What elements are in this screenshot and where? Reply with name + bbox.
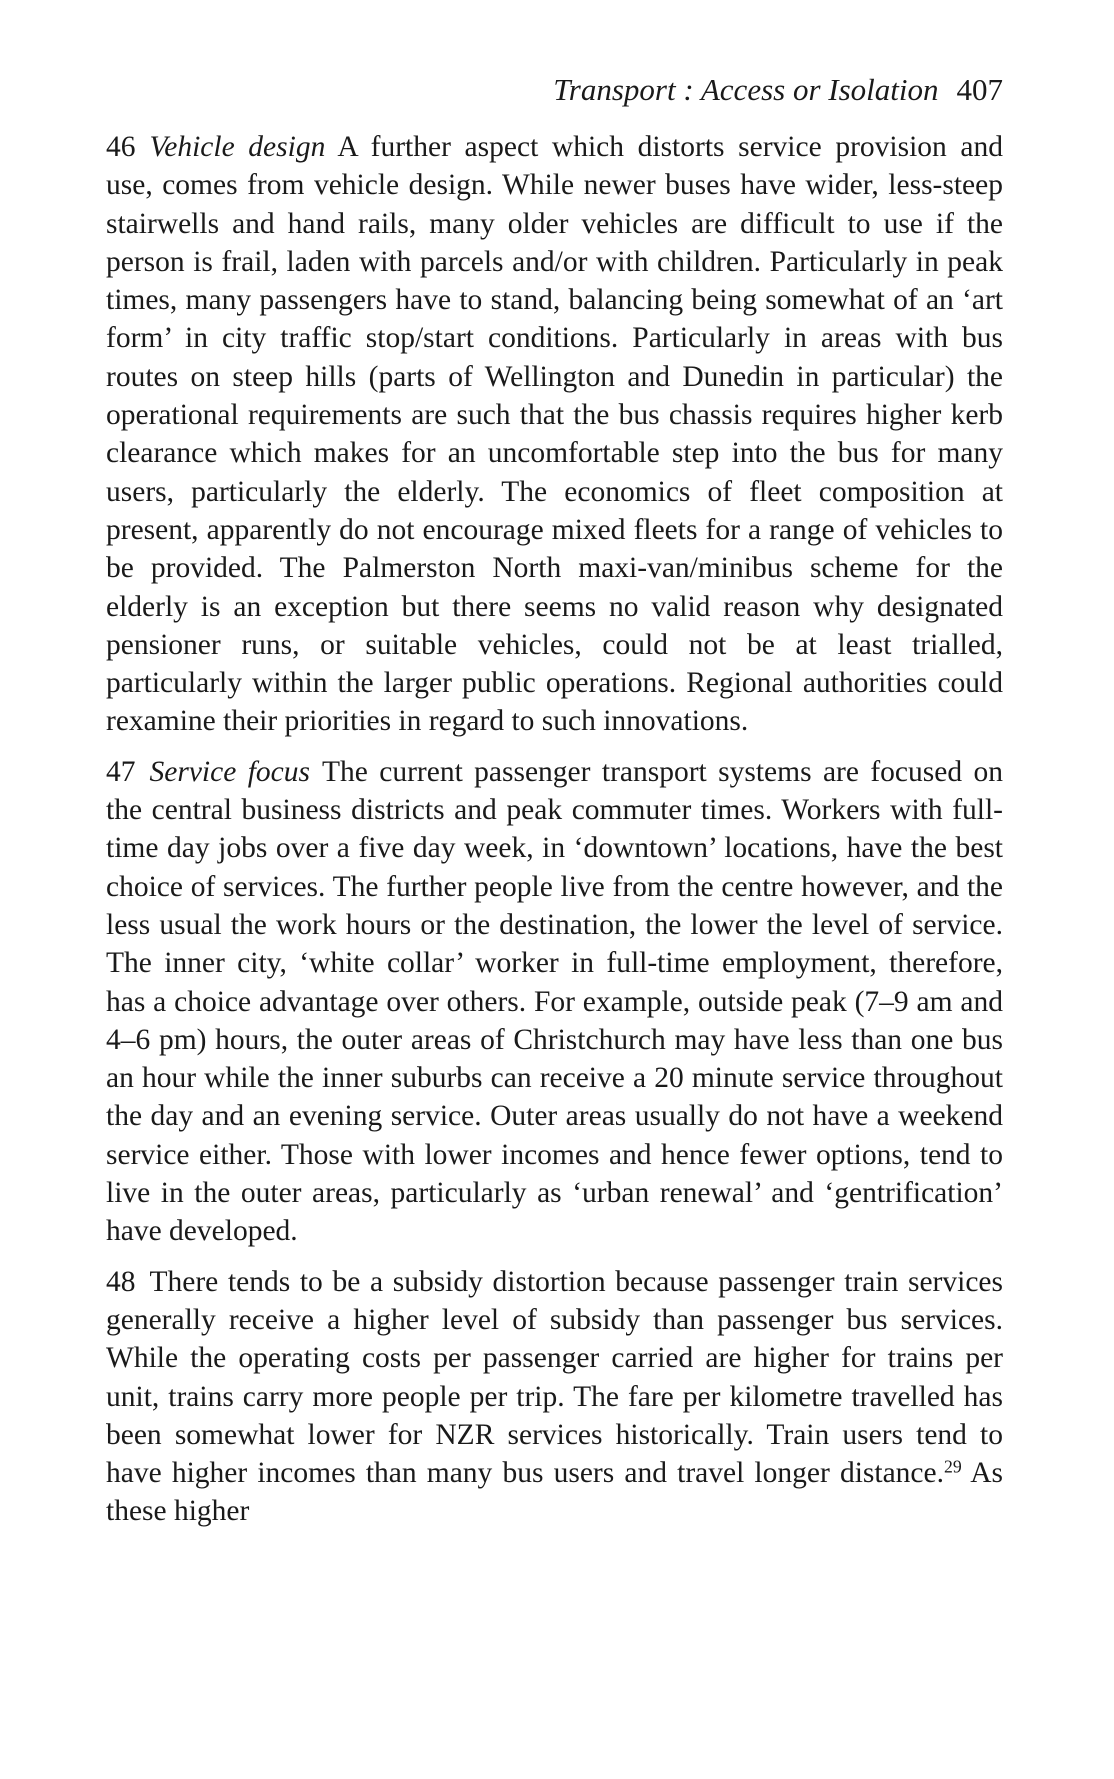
paragraph-text: A further aspect which distorts service provision and use, comes from vehicle design. While newer buses have wider, less-steep stairwells and hand rails, many older vehicles are difficult to use if the person is frail, laden with parcels and/or with children. Particularly in peak times, many passengers have to stand, balancing being somewhat of an ‘art form’ in city traffic stop/start conditions. Particularly in areas with bus routes on steep hills (parts of Wellington and Dunedin in particular) the operational requirements are such that the bus chassis requires higher kerb clearance which makes for an uncomfortable step into the bus for many users, particularly the elderly. The economics of fleet composition at present, apparently do not encourage mixed fleets for a range of vehicles to be provided. The Palmerston North maxi-van/minibus scheme for the elderly is an exception but there seems no valid reason why designated pensioner runs, or suitable vehicles, could not be at least trialled, particularly within the larger public operations. Regional authorities could rexamine their priorities in regard to such innovations. <box>106 131 1003 738</box>
paragraph-number: 48 <box>106 1265 136 1298</box>
paragraph-text: The current passenger transport systems are focused on the central business districts and peak commuter times. Workers with full-time day jobs over a five day week, in ‘downtown’ locations, have the best choice of services. The further people live from the centre however, and the less usual the work hours or the destination, the lower the level of service. The inner city, ‘white collar’ worker in full-time employment, therefore, has a choice advantage over others. For example, outside peak (7–9 am and 4–6 pm) hours, the outer areas of Christchurch may have less than one bus an hour while the inner suburbs can receive a 20 minute service throughout the day and an evening service. Outer areas usually do not have a weekend service either. Those with lower incomes and hence fewer options, tend to live in the outer areas, particularly as ‘urban renewal’ and ‘gentrification’ have developed. <box>106 755 1003 1248</box>
paragraph-heading: Vehicle design <box>149 131 326 163</box>
paragraph-heading: Service focus <box>149 755 310 788</box>
document-page <box>106 70 1003 1543</box>
paragraph-number: 47 <box>106 755 136 788</box>
paragraph-47 <box>106 753 1003 1251</box>
running-head <box>106 70 1003 110</box>
paragraph-number: 46 <box>106 131 136 163</box>
paragraph-text: There tends to be a subsidy distortion because passenger train services generally receive a higher level of subsidy than passenger bus services. While the operating costs per passenger carried are higher for trains per unit, trains carry more people per trip. The fare per kilometre travelled has been somewhat lower for NZR services historically. Train users tend to have higher incomes than many bus users and travel longer distance. <box>106 1265 1003 1490</box>
paragraph-text-continued: As these higher <box>106 1457 1003 1528</box>
page-number: 407 <box>956 72 1003 107</box>
paragraph-48 <box>106 1263 1003 1531</box>
paragraph-46 <box>106 128 1003 741</box>
running-head-title: Transport : Access or Isolation <box>553 72 939 107</box>
footnote-reference[interactable]: 29 <box>943 1456 962 1477</box>
